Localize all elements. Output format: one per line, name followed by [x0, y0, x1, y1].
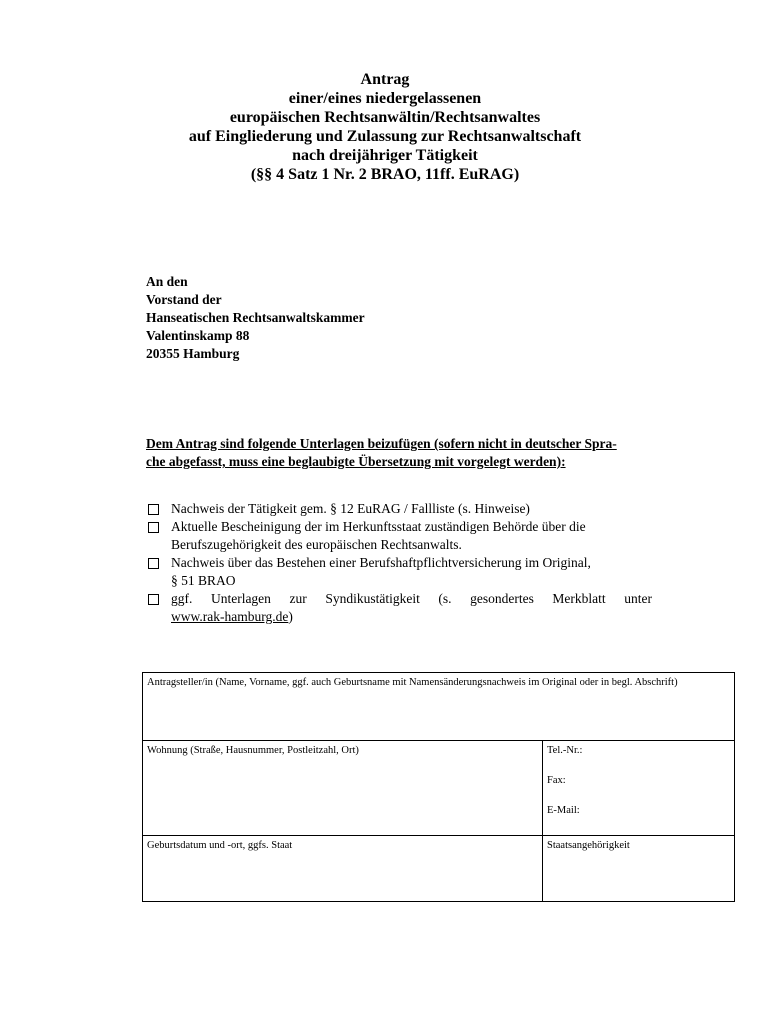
rak-hamburg-link[interactable]: www.rak-hamburg.de: [171, 609, 289, 624]
applicant-form-table: [142, 672, 735, 902]
address-line: 20355 Hamburg: [146, 346, 240, 361]
contact-field[interactable]: [543, 741, 735, 836]
residence-field[interactable]: [143, 741, 543, 836]
address-line: An den: [146, 274, 188, 289]
title-line: nach dreijähriger Tätigkeit: [292, 147, 478, 164]
intro-line: che abgefasst, muss eine beglaubigte Übersetzung mit vorgelegt werden):: [146, 454, 566, 469]
birth-label: Geburtsdatum und -ort, ggfs. Staat: [147, 840, 293, 851]
checklist-item: [146, 500, 652, 518]
attachments-intro: [146, 435, 686, 471]
checkbox[interactable]: [148, 522, 159, 533]
nationality-field[interactable]: [543, 836, 735, 902]
birth-field[interactable]: [143, 836, 543, 902]
title-line: Antrag: [360, 71, 410, 88]
nationality-label: Staatsangehörigkeit: [547, 840, 630, 851]
attachments-checklist: [146, 500, 652, 626]
phone-label: Tel.-Nr.:: [547, 745, 583, 756]
title-line: (§§ 4 Satz 1 Nr. 2 BRAO, 11ff. EuRAG): [250, 166, 520, 183]
fax-label: Fax:: [547, 775, 566, 786]
checklist-item-text: Nachweis über das Bestehen einer Berufshaftpflichtversicherung im Original, § 51 BRAO: [171, 555, 591, 588]
checkbox[interactable]: [148, 504, 159, 515]
applicant-name-field[interactable]: [143, 673, 735, 741]
address-line: Vorstand der: [146, 292, 222, 307]
applicant-name-label: Antragsteller/in (Name, Vorname, ggf. auch Geburtsname mit Namensänderungsnachweis im Original oder in begl. Abschrift): [147, 677, 678, 688]
recipient-address: [146, 273, 365, 363]
address-line: Hanseatischen Rechtsanwaltskammer: [146, 310, 365, 325]
address-line: Valentinskamp 88: [146, 328, 250, 343]
checkbox[interactable]: [148, 558, 159, 569]
checklist-item: [146, 590, 652, 626]
intro-line: Dem Antrag sind folgende Unterlagen beizufügen (sofern nicht in deutscher Spra-: [146, 436, 617, 451]
checklist-item-text: Nachweis der Tätigkeit gem. § 12 EuRAG / Fallliste (s. Hinweise): [171, 501, 530, 516]
residence-label: Wohnung (Straße, Hausnummer, Postleitzahl, Ort): [147, 745, 359, 756]
document-title: [0, 70, 770, 184]
title-line: auf Eingliederung und Zulassung zur Rechtsanwaltschaft: [188, 128, 582, 145]
checkbox[interactable]: [148, 594, 159, 605]
title-line: europäischen Rechtsanwältin/Rechtsanwaltes: [229, 109, 541, 126]
email-label: E-Mail:: [547, 805, 580, 816]
checklist-item-text: ggf. Unterlagen zur Syndikustätigkeit (s. gesondertes Merkblatt unter www.rak-hamburg.de): [171, 591, 652, 624]
title-line: einer/eines niedergelassenen: [288, 90, 482, 107]
checklist-item: [146, 554, 652, 590]
checklist-item-text: Aktuelle Bescheinigung der im Herkunftsstaat zuständigen Behörde über die Berufszugehörigkeit des europäischen Rechtsanwalts.: [171, 519, 586, 552]
checklist-item: [146, 518, 652, 554]
